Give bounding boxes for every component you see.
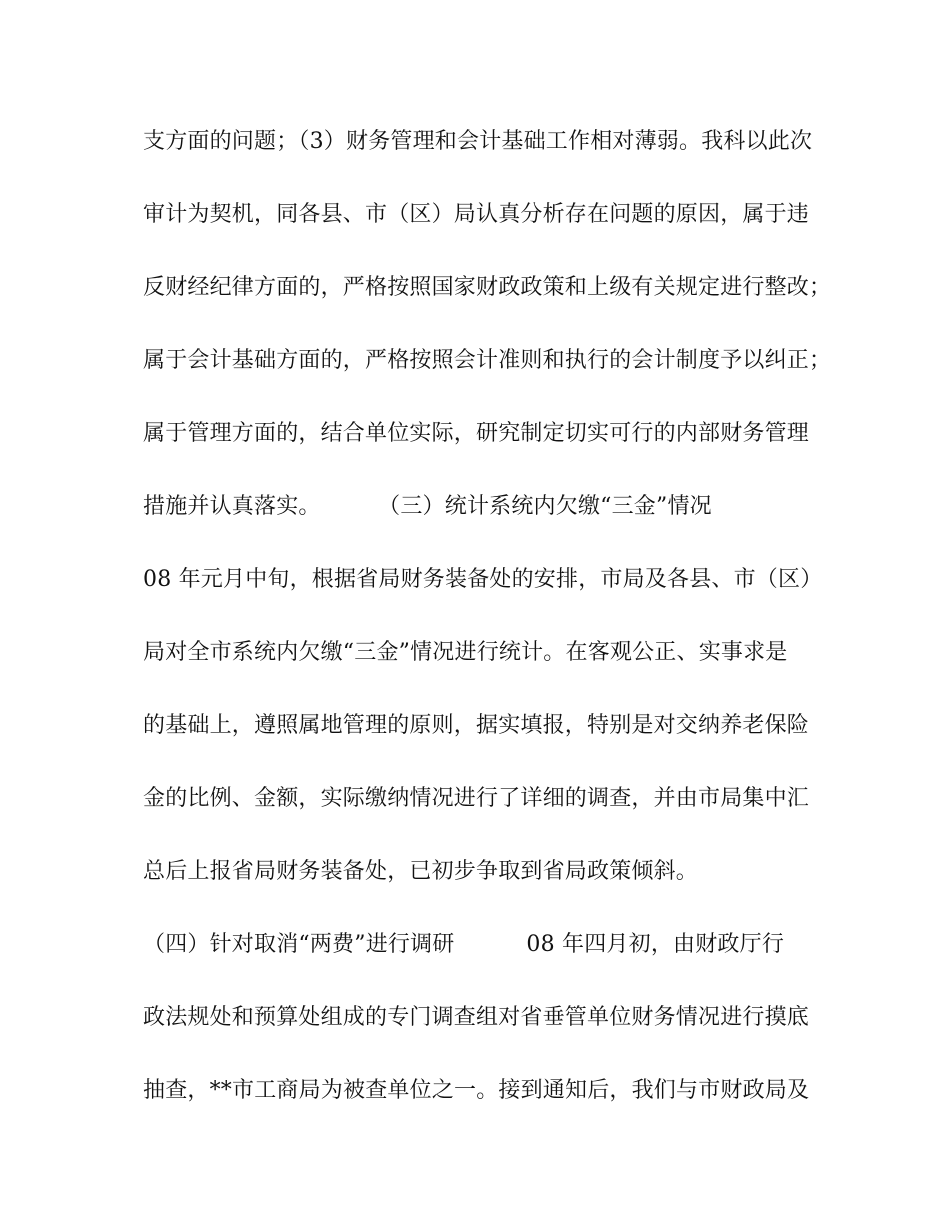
text-line: 总后上报省局财务装备处，已初步争取到省局政策倾斜。 bbox=[143, 859, 699, 884]
text-line: 反财经纪律方面的，严格按照国家财政政策和上级有关规定进行整改； bbox=[143, 275, 832, 300]
text-line: 政法规处和预算处组成的专门调查组对省垂管单位财务情况进行摸底 bbox=[143, 1005, 810, 1030]
text-line: 抽查，**市工商局为被查单位之一。接到通知后，我们与市财政局及 bbox=[143, 1078, 810, 1103]
text-line: 审计为契机，同各县、市（区）局认真分析存在问题的原因，属于违 bbox=[143, 202, 810, 227]
text-line: 08 年元月中旬，根据省局财务装备处的安排，市局及各县、市（区） bbox=[143, 567, 823, 592]
text-line: 的基础上，遵照属地管理的原则，据实填报，特别是对交纳养老保险 bbox=[143, 713, 810, 738]
text-line: 支方面的问题；（3）财务管理和会计基础工作相对薄弱。我科以此次 bbox=[143, 129, 813, 154]
text-line: 属于管理方面的，结合单位实际，研究制定切实可行的内部财务管理 bbox=[143, 421, 810, 446]
text-line: 属于会计基础方面的，严格按照会计准则和执行的会计制度予以纠正； bbox=[143, 348, 832, 373]
text-line: 局对全市系统内欠缴“三金”情况进行统计。在客观公正、实事求是 bbox=[143, 640, 788, 665]
text-line: 金的比例、金额，实际缴纳情况进行了详细的调查，并由市局集中汇 bbox=[143, 786, 810, 811]
text-line: 措施并认真落实。 （三）统计系统内欠缴“三金”情况 bbox=[143, 494, 712, 519]
text-line: （四）针对取消“两费”进行调研 08 年四月初，由财政厅行 bbox=[143, 932, 785, 957]
